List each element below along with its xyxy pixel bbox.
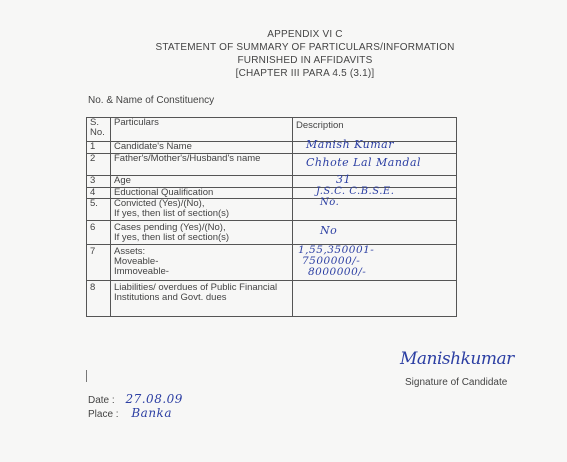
particular-line: Cases pending (Yes)/(No), xyxy=(114,222,226,233)
row-particular: Eductional Qualification xyxy=(111,188,293,199)
constituency-label: No. & Name of Constituency xyxy=(88,95,215,106)
place-value: Banka xyxy=(131,406,172,420)
date-value: 27.08.09 xyxy=(125,392,183,406)
place-row xyxy=(88,406,172,420)
table-row xyxy=(87,154,457,176)
table-row xyxy=(87,245,457,281)
table-row xyxy=(87,142,457,154)
particular-line: If yes, then list of section(s) xyxy=(114,208,230,219)
assets-value xyxy=(293,245,457,281)
table-row xyxy=(87,188,457,199)
handwritten-value: 1,55,350001- xyxy=(298,244,375,256)
row-particular xyxy=(111,245,293,281)
handwritten-value: 7500000/- xyxy=(302,255,361,267)
header-chapter: [CHAPTER III PARA 4.5 (3.1)] xyxy=(235,68,375,79)
table-header-row xyxy=(87,118,457,142)
handwritten-value: 31 xyxy=(336,173,351,186)
row-particular: Age xyxy=(111,176,293,188)
table-row xyxy=(87,176,457,188)
handwritten-value: No xyxy=(320,224,338,237)
header-title: STATEMENT OF SUMMARY OF PARTICULARS/INFORMATION xyxy=(155,42,455,53)
row-number: 2 xyxy=(87,154,111,176)
table-row xyxy=(87,199,457,221)
row-number: 6 xyxy=(87,221,111,245)
row-particular xyxy=(111,221,293,245)
table-row xyxy=(87,281,457,317)
candidate-name-value xyxy=(293,138,457,154)
date-label: Date : xyxy=(88,395,115,406)
liabilities-value xyxy=(293,281,457,317)
signature-label: Signature of Candidate xyxy=(405,377,508,388)
row-number: 3 xyxy=(87,176,111,188)
date-row xyxy=(88,392,183,406)
handwritten-value: No. xyxy=(320,197,340,208)
particular-line: Assets: xyxy=(114,246,146,257)
description-header: Description xyxy=(293,118,457,142)
handwritten-value: J.S.C. C.B.S.E. xyxy=(316,186,395,197)
convicted-value xyxy=(293,199,457,221)
handwritten-value: Manish Kumar xyxy=(306,138,394,151)
margin-mark xyxy=(86,370,87,382)
row-particular: Candidate's Name xyxy=(111,142,293,154)
row-number: 8 xyxy=(87,281,111,317)
place-label: Place : xyxy=(88,409,119,420)
particular-line: Convicted (Yes)/(No), xyxy=(114,198,205,209)
particular-line: Immoveable- xyxy=(114,266,169,277)
particulars-table xyxy=(86,117,457,317)
table-row xyxy=(87,221,457,245)
cases-pending-value xyxy=(293,221,457,245)
particular-line: If yes, then list of section(s) xyxy=(114,232,230,243)
particular-line: Moveable- xyxy=(114,256,159,267)
sno-header: S. No. xyxy=(87,118,111,142)
row-number: 5. xyxy=(87,199,111,221)
handwritten-value: Chhote Lal Mandal xyxy=(306,156,422,169)
row-particular xyxy=(111,199,293,221)
particulars-header: Particulars xyxy=(111,118,293,142)
header-appendix: APPENDIX VI C xyxy=(267,29,343,40)
row-number: 1 xyxy=(87,142,111,154)
row-particular: Liabilities/ overdues of Public Financial Institutions and Govt. dues xyxy=(111,281,293,317)
father-name-value xyxy=(293,154,457,176)
qualification-value xyxy=(293,188,457,199)
row-number: 4 xyxy=(87,188,111,199)
signature: Manishkumar xyxy=(400,349,514,369)
row-number: 7 xyxy=(87,245,111,281)
header-subtitle: FURNISHED IN AFFIDAVITS xyxy=(237,55,373,66)
handwritten-value: 8000000/- xyxy=(308,266,367,278)
row-particular: Father's/Mother's/Husband's name xyxy=(111,154,293,176)
